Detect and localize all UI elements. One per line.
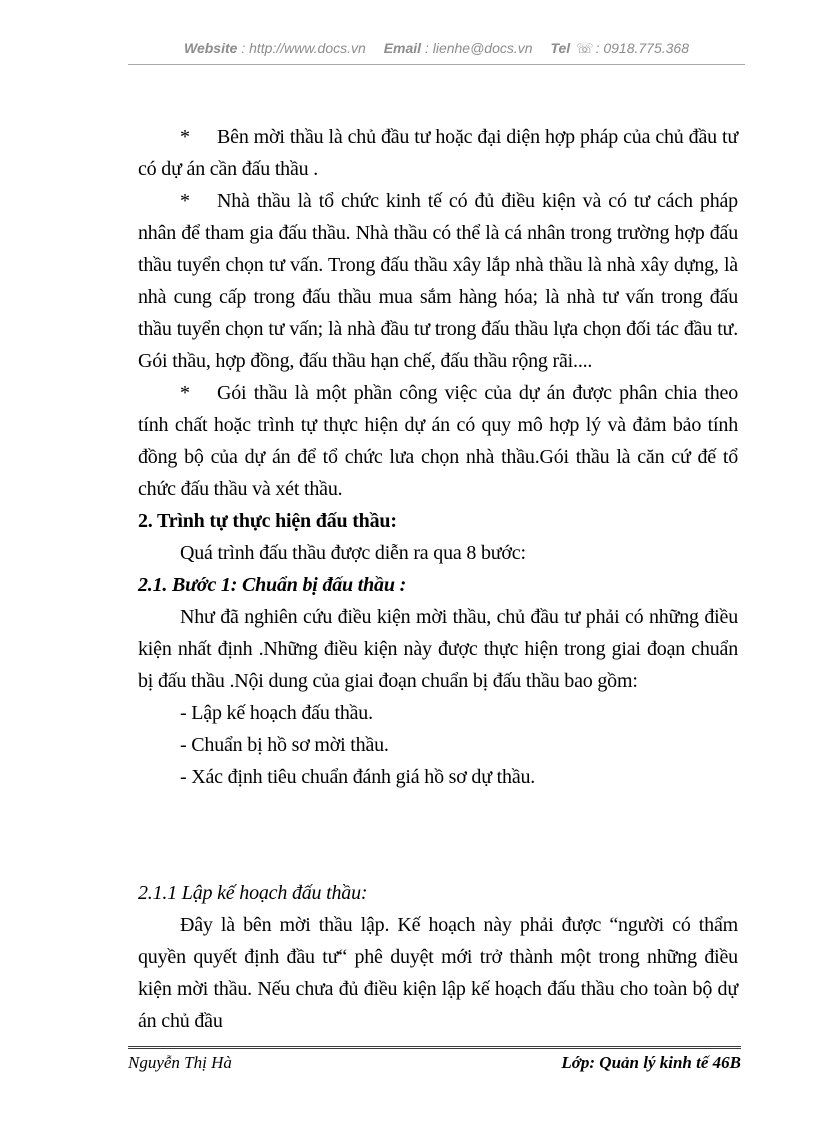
- paragraph-goi-thau: [138, 377, 738, 505]
- tel-label: Tel: [550, 40, 571, 56]
- header-tel: [550, 40, 689, 56]
- header-website: [184, 40, 366, 56]
- tel-value: : 0918.775.368: [595, 40, 689, 56]
- paragraph-nhu-da-nghien-cuu: Như đã nghiên cứu điều kiện mời thầu, chủ đầu tư phải có những điều kiện nhất định .Những điều kiện này được thực hiện trong giai đoạn chuẩn bị đấu thầu .Nội dung của giai đoạn chuẩn bị đấu thầu bao gồm:: [138, 606, 738, 692]
- list-item-chuan-bi-ho-so: - Chuẩn bị hồ sơ mời thầu.: [180, 734, 389, 756]
- list-item-xac-dinh-tieu-chuan: - Xác định tiêu chuẩn đánh giá hồ sơ dự thầu.: [180, 766, 536, 788]
- star-marker: *: [180, 382, 190, 404]
- star-marker: *: [180, 190, 190, 212]
- email-value: : lienhe@docs.vn: [424, 40, 533, 56]
- paragraph-text: Gói thầu là một phần công việc của dự án được phân chia theo tính chất hoặc trình tự thực hiện dự án có quy mô hợp lý và đảm bảo tính đồng bộ của dự án để tổ chức lưa chọn nhà thầu.Gói thầu là căn cứ đế tổ chức đấu thầu và xét thầu.: [138, 382, 738, 500]
- paragraph-qua-trinh: Quá trình đấu thầu được diễn ra qua 8 bước:: [180, 542, 526, 564]
- paragraph-text: Bên mời thầu là chủ đầu tư hoặc đại diện hợp pháp của chủ đầu tư có dự án cần đấu thầu .: [138, 126, 738, 180]
- header-email: [384, 40, 533, 56]
- footer-class-info: Lớp: Quản lý kinh tế 46B: [561, 1053, 741, 1072]
- footer-author: Nguyễn Thị Hà: [128, 1053, 232, 1072]
- page-footer: [128, 1046, 741, 1074]
- list-item-lap-ke-hoach: - Lập kế hoạch đấu thầu.: [180, 702, 373, 724]
- heading-trinh-tu-thuc-hien: 2. Trình tự thực hiện đấu thầu:: [138, 510, 397, 532]
- page-header: [128, 40, 745, 65]
- website-value: : http://www.docs.vn: [241, 40, 366, 56]
- paragraph-text: Nhà thầu là tổ chức kinh tế có đủ điều kiện và có tư cách pháp nhân để tham gia đấu thầu. Nhà thầu có thể là cá nhân trong trường hợp đấu thầu tuyển chọn tư vấn. Trong đấu thầu xây lắp nhà thầu là nhà xây dựng, là nhà cung cấp trong đấu thầu mua sắm hàng hóa; là nhà tư vấn trong đấu thầu tuyển chọn tư vấn; là nhà đầu tư trong đấu thầu lựa chọn đối tác đầu tư. Gói thầu, hợp đồng, đấu thầu hạn chế, đấu thầu rộng rãi....: [138, 190, 738, 372]
- paragraph-day-la-ben-moi-thau: Đây là bên mời thầu lập. Kế hoạch này phải được “người có thẩm quyền quyết định đầu tư“ phê duyệt mới trở thành một trong những điều kiện mời thầu. Nếu chưa đủ điều kiện lập kế hoạch đấu thầu cho toàn bộ dự án chủ đầu: [138, 914, 738, 1032]
- star-marker: *: [180, 126, 190, 148]
- email-label: Email: [383, 40, 422, 56]
- paragraph-ben-moi-thau: [138, 121, 738, 185]
- paragraph-nha-thau: [138, 185, 738, 377]
- phone-icon: ☏: [576, 40, 594, 56]
- heading-buoc-1: 2.1. Bước 1: Chuẩn bị đấu thầu :: [138, 574, 407, 596]
- heading-lap-ke-hoach: 2.1.1 Lập kế hoạch đấu thầu:: [138, 882, 368, 904]
- document-content: [138, 121, 738, 1037]
- website-label: Website: [183, 40, 238, 56]
